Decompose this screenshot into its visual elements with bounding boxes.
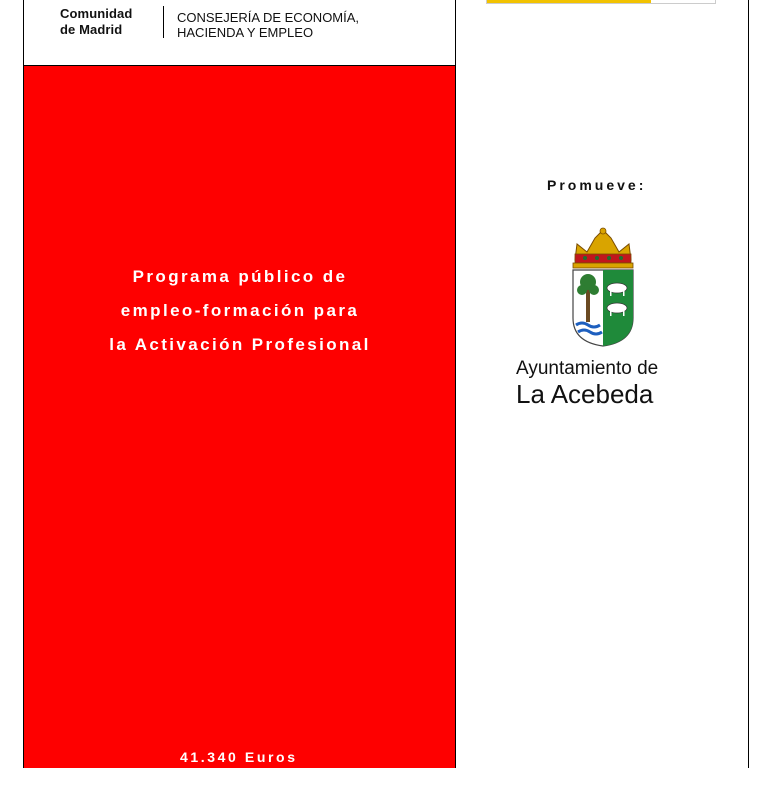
department-line-2: HACIENDA Y EMPLEO bbox=[177, 25, 314, 40]
department-name bbox=[177, 10, 417, 40]
program-title-line-3: la Activación Profesional bbox=[109, 335, 371, 354]
logo-divider bbox=[163, 6, 164, 38]
promoter-name bbox=[516, 358, 706, 408]
subsidy-amount: 41.340 Euros bbox=[180, 749, 298, 765]
flag-yellow-band bbox=[487, 0, 651, 3]
org-name-line-2: de Madrid bbox=[60, 22, 123, 37]
department-line-1: CONSEJERÍA DE ECONOMÍA, bbox=[177, 10, 360, 25]
subsidy-line bbox=[28, 749, 298, 797]
coat-of-arms-icon bbox=[565, 226, 641, 348]
promoter-name-line-2: La Acebeda bbox=[516, 379, 654, 409]
program-title-line-1: Programa público de bbox=[132, 267, 348, 286]
promoter-label: Promueve: bbox=[547, 177, 647, 193]
subsidy-label: Subvención: bbox=[40, 765, 154, 781]
program-title bbox=[0, 260, 480, 362]
red-cover-panel bbox=[24, 66, 456, 768]
promoter-name-line-1: Ayuntamiento de bbox=[516, 358, 659, 379]
org-name-line-1: Comunidad bbox=[60, 6, 133, 21]
comunidad-madrid-logo bbox=[60, 6, 150, 38]
program-title-line-2: empleo-formación para bbox=[120, 301, 360, 320]
spain-flag-strip bbox=[486, 0, 716, 4]
